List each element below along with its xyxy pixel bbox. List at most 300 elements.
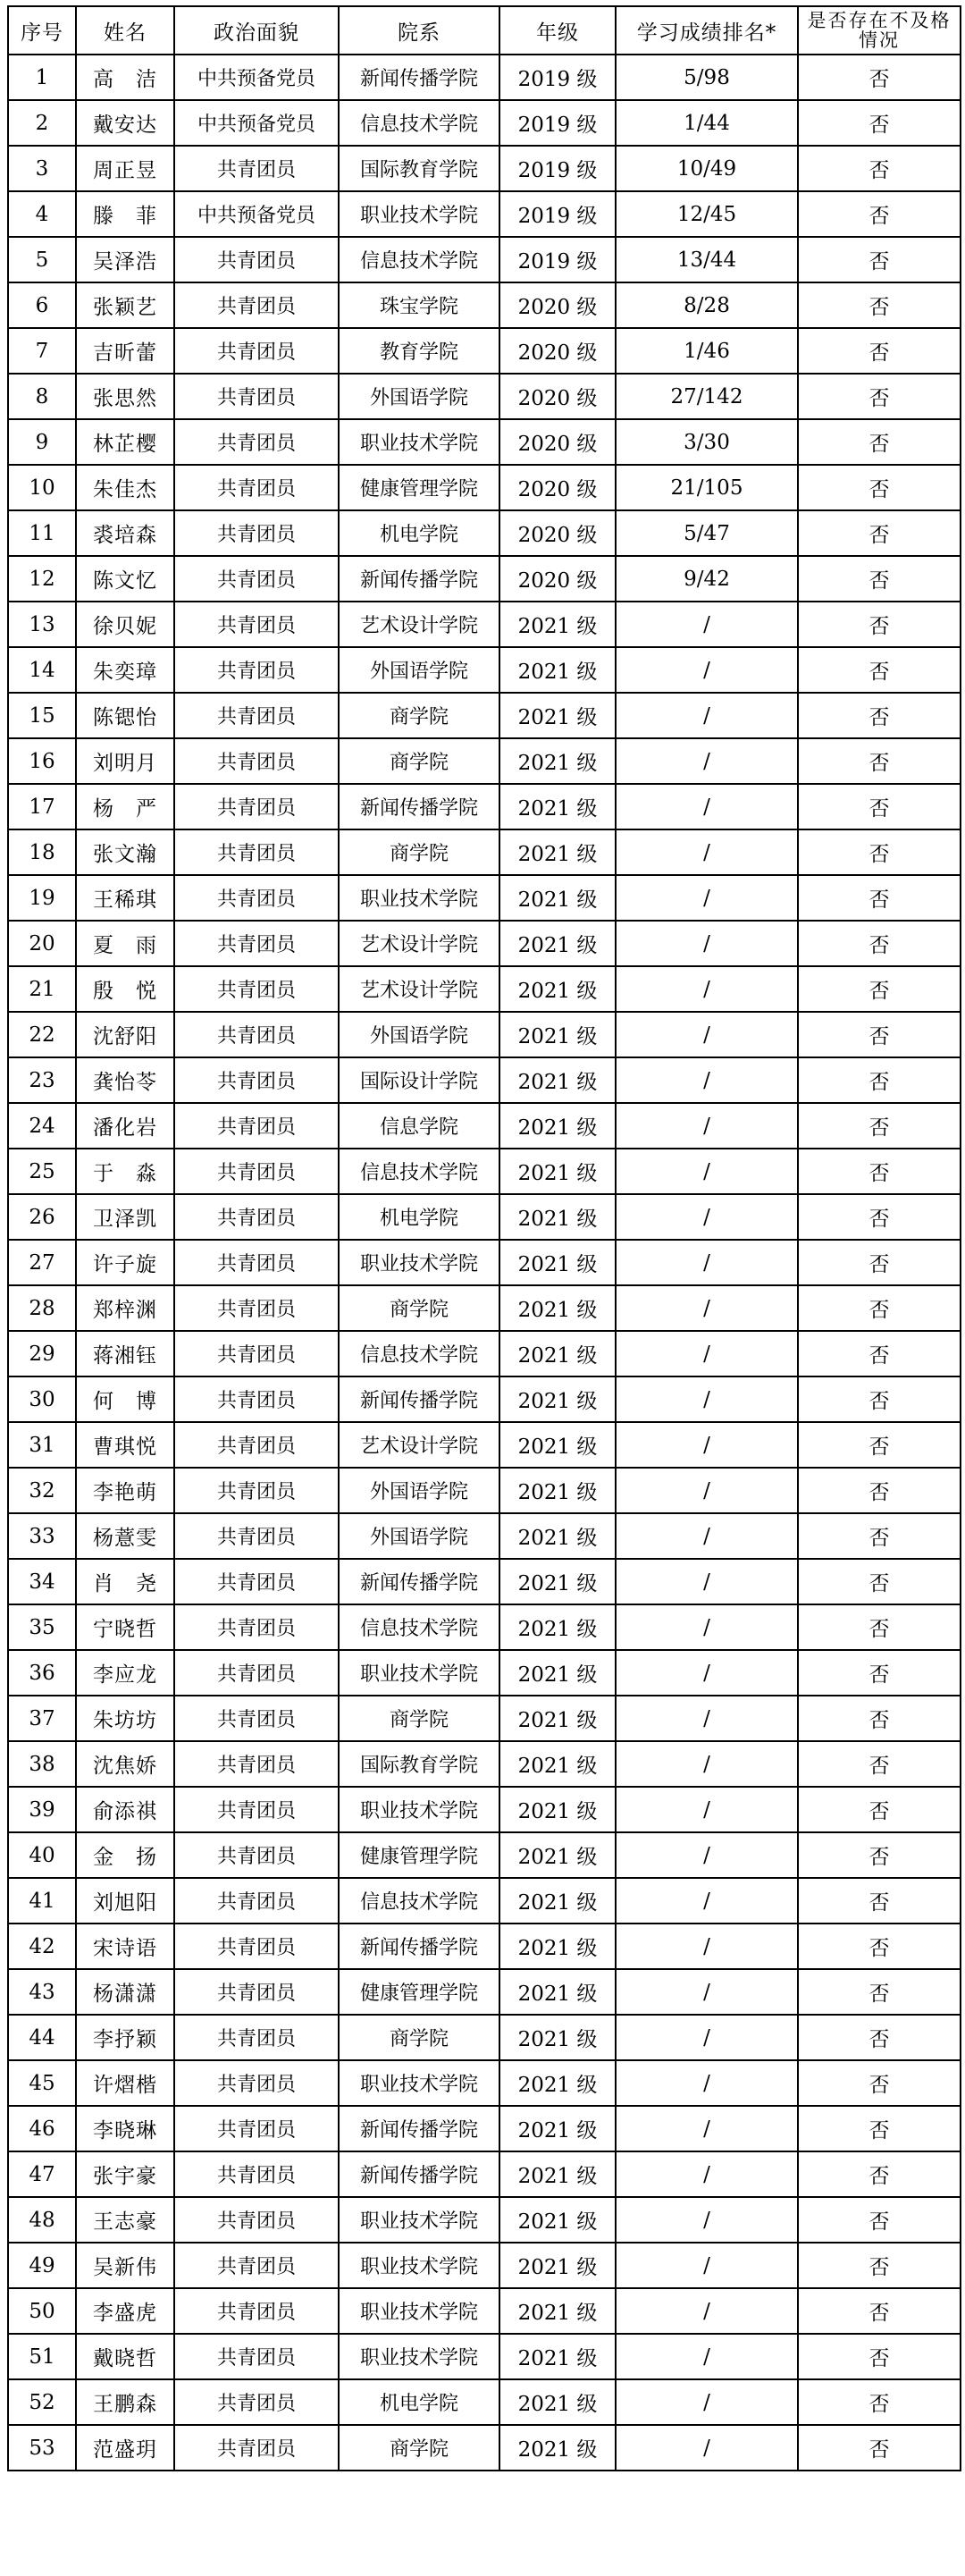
cell-index: 30 (8, 1376, 76, 1422)
cell-political-status: 共青团员 (174, 465, 339, 510)
cell-political-status: 中共预备党员 (174, 55, 339, 100)
cell-department: 职业技术学院 (339, 419, 499, 465)
cell-academic-rank: / (616, 2379, 798, 2425)
cell-political-status: 共青团员 (174, 2243, 339, 2288)
table-row (8, 1057, 961, 1103)
cell-political-status: 共青团员 (174, 921, 339, 966)
cell-political-status: 共青团员 (174, 1012, 339, 1057)
cell-department: 外国语学院 (339, 1513, 499, 1559)
cell-political-status: 共青团员 (174, 1285, 339, 1331)
cell-academic-rank: / (616, 738, 798, 784)
cell-name: 殷 悦 (76, 966, 174, 1012)
table-row (8, 1376, 961, 1422)
cell-grade: 2021 级 (499, 647, 616, 693)
table-row (8, 1878, 961, 1924)
cell-index: 2 (8, 100, 76, 146)
table-row (8, 2379, 961, 2425)
table-row (8, 146, 961, 191)
cell-academic-rank: / (616, 2015, 798, 2060)
cell-academic-rank: / (616, 1194, 798, 1240)
cell-index: 10 (8, 465, 76, 510)
cell-index: 45 (8, 2060, 76, 2106)
cell-name: 许子旋 (76, 1240, 174, 1285)
cell-name: 李盛虎 (76, 2288, 174, 2334)
cell-political-status: 共青团员 (174, 2060, 339, 2106)
cell-failing-status: 否 (798, 1696, 961, 1741)
cell-index: 5 (8, 237, 76, 282)
cell-index: 31 (8, 1422, 76, 1468)
cell-political-status: 共青团员 (174, 1604, 339, 1650)
cell-grade: 2020 级 (499, 282, 616, 328)
cell-name: 曹琪悦 (76, 1422, 174, 1468)
cell-department: 商学院 (339, 2425, 499, 2471)
table-row (8, 2197, 961, 2243)
cell-grade: 2021 级 (499, 693, 616, 738)
table-row (8, 465, 961, 510)
cell-index: 39 (8, 1787, 76, 1832)
cell-failing-status: 否 (798, 966, 961, 1012)
cell-failing-status: 否 (798, 1650, 961, 1696)
cell-academic-rank: / (616, 1513, 798, 1559)
cell-academic-rank: 3/30 (616, 419, 798, 465)
table-row (8, 419, 961, 465)
cell-failing-status: 否 (798, 1194, 961, 1240)
cell-academic-rank: / (616, 2425, 798, 2471)
cell-index: 33 (8, 1513, 76, 1559)
table-row (8, 2334, 961, 2379)
cell-academic-rank: / (616, 1969, 798, 2015)
cell-name: 金 扬 (76, 1832, 174, 1878)
cell-name: 滕 菲 (76, 191, 174, 237)
cell-political-status: 共青团员 (174, 2288, 339, 2334)
cell-department: 机电学院 (339, 1194, 499, 1240)
header-grade: 年级 (499, 6, 616, 55)
cell-academic-rank: / (616, 829, 798, 875)
table-row (8, 693, 961, 738)
cell-political-status: 共青团员 (174, 1924, 339, 1969)
cell-department: 健康管理学院 (339, 1832, 499, 1878)
cell-academic-rank: / (616, 1103, 798, 1149)
cell-department: 职业技术学院 (339, 2197, 499, 2243)
cell-grade: 2021 级 (499, 966, 616, 1012)
table-header-row (8, 6, 961, 55)
cell-failing-status: 否 (798, 1513, 961, 1559)
cell-index: 20 (8, 921, 76, 966)
cell-index: 15 (8, 693, 76, 738)
cell-academic-rank: / (616, 1422, 798, 1468)
cell-name: 许熠楷 (76, 2060, 174, 2106)
cell-department: 职业技术学院 (339, 1240, 499, 1285)
cell-department: 信息学院 (339, 1103, 499, 1149)
table-row (8, 1331, 961, 1376)
cell-department: 商学院 (339, 2015, 499, 2060)
table-row (8, 921, 961, 966)
cell-grade: 2019 级 (499, 237, 616, 282)
cell-grade: 2019 级 (499, 55, 616, 100)
cell-name: 张颖艺 (76, 282, 174, 328)
cell-grade: 2021 级 (499, 2197, 616, 2243)
table-row (8, 784, 961, 829)
cell-academic-rank: 8/28 (616, 282, 798, 328)
cell-name: 何 博 (76, 1376, 174, 1422)
cell-political-status: 共青团员 (174, 1194, 339, 1240)
cell-name: 潘化岩 (76, 1103, 174, 1149)
cell-failing-status: 否 (798, 875, 961, 921)
cell-academic-rank: / (616, 1149, 798, 1194)
cell-grade: 2020 级 (499, 419, 616, 465)
cell-index: 11 (8, 510, 76, 556)
cell-academic-rank: / (616, 1057, 798, 1103)
cell-failing-status: 否 (798, 2243, 961, 2288)
cell-academic-rank: / (616, 2106, 798, 2151)
cell-failing-status: 否 (798, 1057, 961, 1103)
cell-index: 34 (8, 1559, 76, 1604)
cell-grade: 2021 级 (499, 2379, 616, 2425)
cell-political-status: 共青团员 (174, 1240, 339, 1285)
cell-failing-status: 否 (798, 921, 961, 966)
cell-name: 蒋湘钰 (76, 1331, 174, 1376)
cell-name: 李应龙 (76, 1650, 174, 1696)
cell-department: 健康管理学院 (339, 1969, 499, 2015)
table-row (8, 55, 961, 100)
cell-failing-status: 否 (798, 1468, 961, 1513)
cell-index: 13 (8, 602, 76, 647)
cell-failing-status: 否 (798, 693, 961, 738)
cell-political-status: 共青团员 (174, 2015, 339, 2060)
table-row (8, 2015, 961, 2060)
table-row (8, 374, 961, 419)
cell-grade: 2021 级 (499, 1285, 616, 1331)
cell-political-status: 共青团员 (174, 784, 339, 829)
header-political-status: 政治面貌 (174, 6, 339, 55)
cell-department: 外国语学院 (339, 1468, 499, 1513)
header-department: 院系 (339, 6, 499, 55)
cell-grade: 2021 级 (499, 1878, 616, 1924)
header-index: 序号 (8, 6, 76, 55)
cell-department: 教育学院 (339, 328, 499, 374)
cell-name: 杨潇潇 (76, 1969, 174, 2015)
cell-name: 朱坊坊 (76, 1696, 174, 1741)
cell-political-status: 共青团员 (174, 1696, 339, 1741)
cell-department: 外国语学院 (339, 1012, 499, 1057)
cell-academic-rank: 5/98 (616, 55, 798, 100)
cell-political-status: 共青团员 (174, 146, 339, 191)
cell-political-status: 共青团员 (174, 510, 339, 556)
cell-name: 沈焦娇 (76, 1741, 174, 1787)
cell-academic-rank: 12/45 (616, 191, 798, 237)
cell-department: 艺术设计学院 (339, 1422, 499, 1468)
cell-failing-status: 否 (798, 1787, 961, 1832)
cell-grade: 2021 级 (499, 2060, 616, 2106)
cell-academic-rank: / (616, 1878, 798, 1924)
cell-index: 50 (8, 2288, 76, 2334)
cell-failing-status: 否 (798, 1012, 961, 1057)
cell-grade: 2021 级 (499, 1468, 616, 1513)
table-row (8, 647, 961, 693)
cell-political-status: 共青团员 (174, 2425, 339, 2471)
cell-department: 信息技术学院 (339, 237, 499, 282)
cell-department: 信息技术学院 (339, 100, 499, 146)
cell-grade: 2019 级 (499, 100, 616, 146)
cell-failing-status: 否 (798, 374, 961, 419)
cell-failing-status: 否 (798, 2288, 961, 2334)
cell-academic-rank: / (616, 1924, 798, 1969)
cell-name: 朱佳杰 (76, 465, 174, 510)
cell-name: 李抒颖 (76, 2015, 174, 2060)
cell-name: 王稀琪 (76, 875, 174, 921)
table-row (8, 1285, 961, 1331)
cell-name: 杨 严 (76, 784, 174, 829)
cell-name: 于 淼 (76, 1149, 174, 1194)
cell-department: 职业技术学院 (339, 2060, 499, 2106)
cell-political-status: 共青团员 (174, 1376, 339, 1422)
cell-index: 24 (8, 1103, 76, 1149)
cell-index: 7 (8, 328, 76, 374)
cell-name: 范盛玥 (76, 2425, 174, 2471)
cell-academic-rank: 5/47 (616, 510, 798, 556)
cell-failing-status: 否 (798, 328, 961, 374)
cell-grade: 2021 级 (499, 1604, 616, 1650)
cell-failing-status: 否 (798, 784, 961, 829)
cell-department: 艺术设计学院 (339, 966, 499, 1012)
cell-academic-rank: / (616, 693, 798, 738)
cell-name: 宁晓哲 (76, 1604, 174, 1650)
cell-name: 郑梓渊 (76, 1285, 174, 1331)
cell-academic-rank: / (616, 1650, 798, 1696)
cell-name: 王志豪 (76, 2197, 174, 2243)
cell-department: 艺术设计学院 (339, 921, 499, 966)
cell-department: 国际设计学院 (339, 1057, 499, 1103)
table-body (8, 55, 961, 2471)
cell-index: 18 (8, 829, 76, 875)
cell-political-status: 共青团员 (174, 1149, 339, 1194)
cell-index: 41 (8, 1878, 76, 1924)
cell-academic-rank: / (616, 1240, 798, 1285)
cell-index: 35 (8, 1604, 76, 1650)
cell-political-status: 共青团员 (174, 328, 339, 374)
cell-department: 商学院 (339, 1285, 499, 1331)
cell-department: 职业技术学院 (339, 1650, 499, 1696)
table-row (8, 1650, 961, 1696)
cell-name: 张思然 (76, 374, 174, 419)
cell-name: 卫泽凯 (76, 1194, 174, 1240)
table-row (8, 328, 961, 374)
cell-grade: 2021 级 (499, 1422, 616, 1468)
cell-academic-rank: 27/142 (616, 374, 798, 419)
table-row (8, 2243, 961, 2288)
cell-failing-status: 否 (798, 1376, 961, 1422)
cell-index: 9 (8, 419, 76, 465)
cell-failing-status: 否 (798, 2334, 961, 2379)
cell-name: 沈舒阳 (76, 1012, 174, 1057)
table-row (8, 510, 961, 556)
table-row (8, 875, 961, 921)
cell-grade: 2021 级 (499, 875, 616, 921)
cell-political-status: 共青团员 (174, 1650, 339, 1696)
cell-index: 42 (8, 1924, 76, 1969)
cell-grade: 2021 级 (499, 1376, 616, 1422)
cell-grade: 2021 级 (499, 2243, 616, 2288)
table-row (8, 1240, 961, 1285)
cell-index: 3 (8, 146, 76, 191)
cell-grade: 2021 级 (499, 738, 616, 784)
table-row (8, 1422, 961, 1468)
cell-political-status: 共青团员 (174, 419, 339, 465)
cell-failing-status: 否 (798, 1878, 961, 1924)
cell-grade: 2021 级 (499, 1832, 616, 1878)
cell-department: 新闻传播学院 (339, 2106, 499, 2151)
cell-department: 机电学院 (339, 2379, 499, 2425)
cell-failing-status: 否 (798, 556, 961, 602)
table-row (8, 556, 961, 602)
cell-failing-status: 否 (798, 1240, 961, 1285)
cell-failing-status: 否 (798, 1559, 961, 1604)
cell-department: 信息技术学院 (339, 1878, 499, 1924)
cell-political-status: 共青团员 (174, 1787, 339, 1832)
cell-failing-status: 否 (798, 1604, 961, 1650)
table-row (8, 2288, 961, 2334)
cell-grade: 2021 级 (499, 2106, 616, 2151)
cell-index: 22 (8, 1012, 76, 1057)
cell-name: 徐贝妮 (76, 602, 174, 647)
cell-index: 1 (8, 55, 76, 100)
cell-index: 14 (8, 647, 76, 693)
cell-failing-status: 否 (798, 1331, 961, 1376)
cell-department: 机电学院 (339, 510, 499, 556)
cell-index: 38 (8, 1741, 76, 1787)
cell-department: 外国语学院 (339, 647, 499, 693)
header-name: 姓名 (76, 6, 174, 55)
cell-grade: 2020 级 (499, 510, 616, 556)
cell-index: 25 (8, 1149, 76, 1194)
cell-political-status: 共青团员 (174, 647, 339, 693)
cell-department: 新闻传播学院 (339, 2151, 499, 2197)
cell-grade: 2021 级 (499, 602, 616, 647)
cell-grade: 2021 级 (499, 2334, 616, 2379)
cell-grade: 2021 级 (499, 1787, 616, 1832)
cell-grade: 2021 级 (499, 2151, 616, 2197)
cell-failing-status: 否 (798, 1832, 961, 1878)
cell-index: 32 (8, 1468, 76, 1513)
cell-index: 27 (8, 1240, 76, 1285)
table-row (8, 1924, 961, 1969)
cell-name: 吴新伟 (76, 2243, 174, 2288)
cell-index: 48 (8, 2197, 76, 2243)
cell-academic-rank: 1/44 (616, 100, 798, 146)
cell-grade: 2021 级 (499, 1969, 616, 2015)
table-row (8, 966, 961, 1012)
cell-academic-rank: / (616, 1832, 798, 1878)
cell-grade: 2021 级 (499, 1240, 616, 1285)
cell-name: 杨薏雯 (76, 1513, 174, 1559)
table-row (8, 1604, 961, 1650)
table-row (8, 191, 961, 237)
cell-name: 张文瀚 (76, 829, 174, 875)
cell-index: 47 (8, 2151, 76, 2197)
cell-political-status: 共青团员 (174, 282, 339, 328)
cell-political-status: 共青团员 (174, 829, 339, 875)
cell-academic-rank: 21/105 (616, 465, 798, 510)
cell-department: 新闻传播学院 (339, 1559, 499, 1604)
cell-name: 林芷樱 (76, 419, 174, 465)
cell-department: 商学院 (339, 738, 499, 784)
cell-political-status: 共青团员 (174, 1103, 339, 1149)
cell-department: 职业技术学院 (339, 875, 499, 921)
cell-grade: 2021 级 (499, 2425, 616, 2471)
cell-academic-rank: / (616, 875, 798, 921)
cell-name: 朱奕璋 (76, 647, 174, 693)
cell-political-status: 共青团员 (174, 1559, 339, 1604)
cell-name: 俞添祺 (76, 1787, 174, 1832)
cell-academic-rank: / (616, 784, 798, 829)
cell-department: 商学院 (339, 829, 499, 875)
cell-name: 肖 尧 (76, 1559, 174, 1604)
cell-department: 新闻传播学院 (339, 556, 499, 602)
cell-grade: 2021 级 (499, 1103, 616, 1149)
table-row (8, 100, 961, 146)
cell-political-status: 共青团员 (174, 1422, 339, 1468)
cell-index: 17 (8, 784, 76, 829)
table-row (8, 1513, 961, 1559)
cell-political-status: 共青团员 (174, 602, 339, 647)
cell-grade: 2021 级 (499, 921, 616, 966)
cell-academic-rank: / (616, 2334, 798, 2379)
cell-name: 周正昱 (76, 146, 174, 191)
cell-grade: 2020 级 (499, 556, 616, 602)
cell-failing-status: 否 (798, 282, 961, 328)
cell-failing-status: 否 (798, 2425, 961, 2471)
table-row (8, 2151, 961, 2197)
cell-failing-status: 否 (798, 1285, 961, 1331)
cell-index: 12 (8, 556, 76, 602)
cell-index: 43 (8, 1969, 76, 2015)
cell-academic-rank: / (616, 2151, 798, 2197)
cell-grade: 2019 级 (499, 191, 616, 237)
cell-failing-status: 否 (798, 602, 961, 647)
cell-grade: 2021 级 (499, 1924, 616, 1969)
table-row (8, 1741, 961, 1787)
table-row (8, 1012, 961, 1057)
cell-department: 外国语学院 (339, 374, 499, 419)
cell-political-status: 共青团员 (174, 1878, 339, 1924)
table-row (8, 829, 961, 875)
cell-name: 李艳萌 (76, 1468, 174, 1513)
cell-failing-status: 否 (798, 419, 961, 465)
cell-academic-rank: / (616, 1696, 798, 1741)
table-row (8, 1559, 961, 1604)
cell-index: 40 (8, 1832, 76, 1878)
cell-failing-status: 否 (798, 738, 961, 784)
cell-failing-status: 否 (798, 510, 961, 556)
cell-index: 4 (8, 191, 76, 237)
cell-index: 16 (8, 738, 76, 784)
cell-academic-rank: / (616, 1468, 798, 1513)
cell-department: 职业技术学院 (339, 2288, 499, 2334)
cell-name: 李晓琳 (76, 2106, 174, 2151)
cell-political-status: 中共预备党员 (174, 191, 339, 237)
cell-academic-rank: / (616, 647, 798, 693)
table-row (8, 1832, 961, 1878)
cell-department: 艺术设计学院 (339, 602, 499, 647)
cell-academic-rank: / (616, 1285, 798, 1331)
table-row (8, 282, 961, 328)
cell-academic-rank: 10/49 (616, 146, 798, 191)
cell-index: 51 (8, 2334, 76, 2379)
cell-grade: 2021 级 (499, 1057, 616, 1103)
cell-failing-status: 否 (798, 2106, 961, 2151)
cell-failing-status: 否 (798, 465, 961, 510)
cell-political-status: 共青团员 (174, 738, 339, 784)
